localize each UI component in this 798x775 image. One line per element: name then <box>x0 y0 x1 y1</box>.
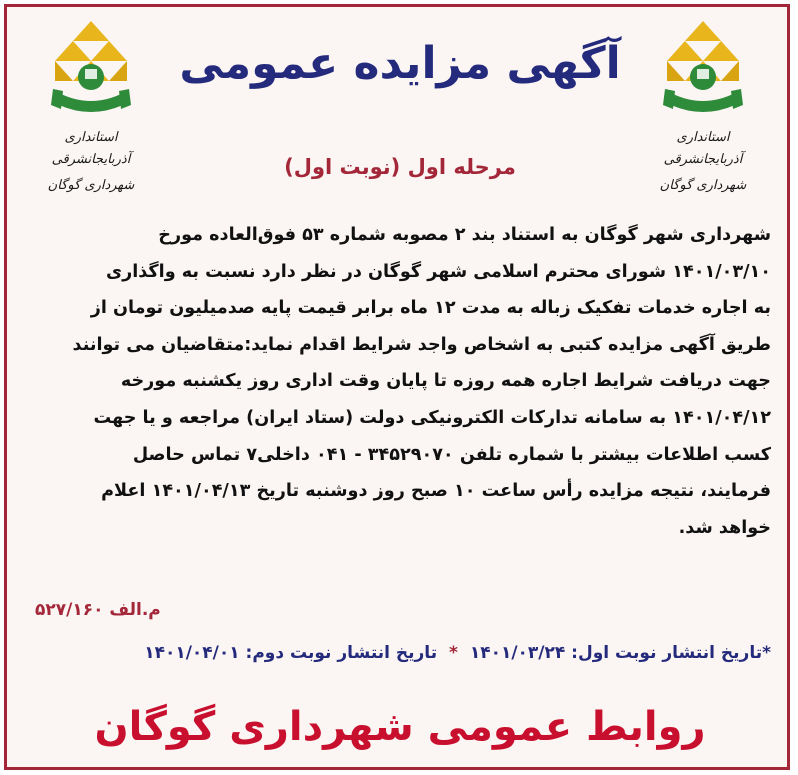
body-line: ۱۴۰۱/۰۳/۱۰ شورای محترم اسلامی شهر گوگان در نظر دارد نسبت به واگذاری <box>105 261 771 282</box>
logo-caption-province: استانداری آذربایجانشرقی <box>663 130 743 167</box>
notice-body <box>29 217 771 546</box>
reference-code: م.الف ۵۲۷/۱۶۰ <box>35 600 161 620</box>
body-line: به اجاره خدمات تفکیک زباله به مدت ۱۲ ماه برابر قیمت پایه صدمیلیون تومان از <box>90 298 771 319</box>
emblem-icon <box>49 19 133 123</box>
body-line: ۱۴۰۱/۰۴/۱۲ به سامانه تدارکات الکترونیکی دولت (ستاد ایران) مراجعه و یا جهت <box>93 407 771 428</box>
notice-title: آگهی مزایده عمومی <box>179 38 621 89</box>
municipality-logo-left <box>31 19 151 194</box>
star-separator: * <box>449 643 458 663</box>
first-publication-date: *تاریخ انتشار نوبت اول: ۱۴۰۱/۰۳/۲۴ <box>469 643 771 663</box>
body-line: جهت دریافت شرایط اجاره همه روزه تا پایان وقت اداری روز یکشنبه مورخه <box>120 371 771 392</box>
body-line: شهرداری شهر گوگان به استناد بند ۲ مصوبه شماره ۵۳ فوق‌العاده مورخ <box>158 225 771 245</box>
logo-caption-province: استانداری آذربایجانشرقی <box>51 130 131 167</box>
notice-page <box>4 4 790 770</box>
emblem-icon <box>661 19 745 123</box>
body-line: خواهد شد. <box>678 517 771 538</box>
notice-subtitle: مرحله اول (نوبت اول) <box>284 155 516 179</box>
municipality-logo-right <box>643 19 763 194</box>
logo-caption-municipality: شهرداری گوگان <box>47 178 135 193</box>
publication-dates <box>29 643 771 663</box>
body-line: طریق آگهی مزایده کتبی به اشخاص واجد شرایط اقدام نماید:متقاضیان می توانند <box>72 334 771 355</box>
body-line: کسب اطلاعات بیشتر با شماره تلفن ۳۴۵۲۹۰۷۰ - ۰۴۱ داخلی۷ تماس حاصل <box>132 444 771 465</box>
public-relations-footer: روابط عمومی شهرداری گوگان <box>94 704 706 750</box>
second-publication-date: تاریخ انتشار نوبت دوم: ۱۴۰۱/۰۴/۰۱ <box>144 643 438 663</box>
body-line: فرمایند، نتیجه مزایده رأس ساعت ۱۰ صبح روز دوشنبه تاریخ ۱۴۰۱/۰۴/۱۳ اعلام <box>101 481 771 502</box>
logo-caption-municipality: شهرداری گوگان <box>659 178 747 193</box>
